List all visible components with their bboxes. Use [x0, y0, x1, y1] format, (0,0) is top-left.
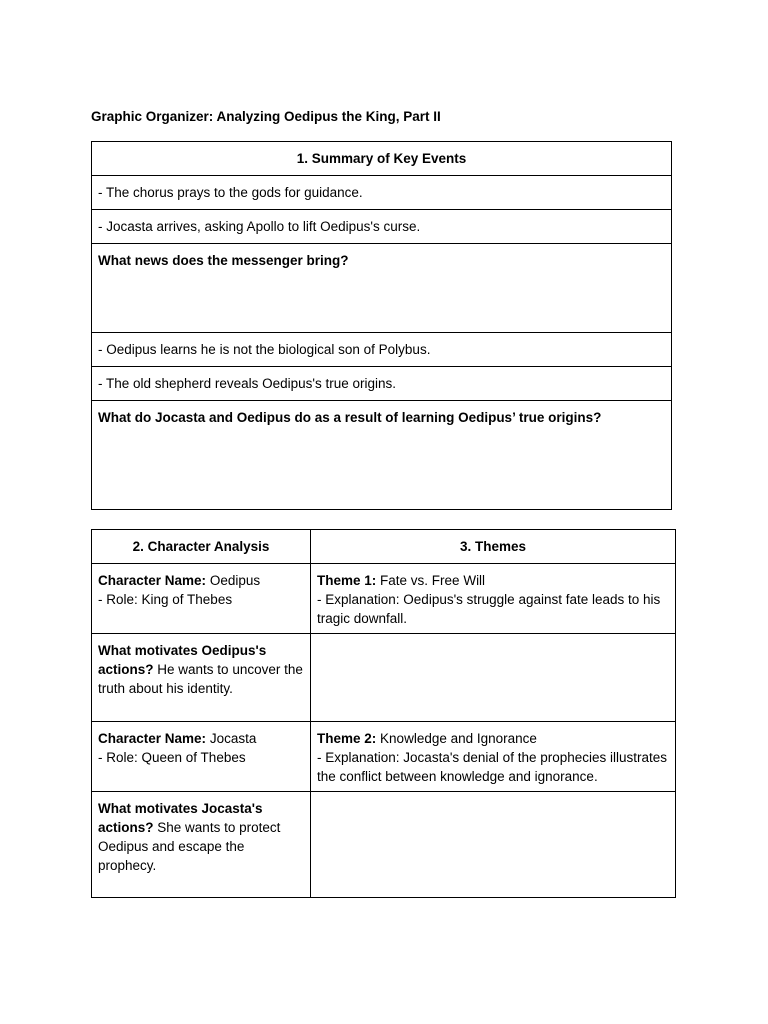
- summary-header: 1. Summary of Key Events: [92, 142, 672, 176]
- motive-cell-jocasta[interactable]: [92, 792, 311, 898]
- motive-cell-oedipus[interactable]: [92, 634, 311, 722]
- character-name-label: Character Name:: [98, 573, 207, 588]
- theme-label: Theme 2:: [317, 731, 377, 746]
- summary-table: [91, 141, 672, 510]
- result-question-cell[interactable]: [92, 401, 672, 510]
- theme-explanation: - Explanation: Oedipus's struggle against fate leads to his tragic downfall.: [317, 592, 661, 626]
- character-name-label: Character Name:: [98, 731, 207, 746]
- analysis-table: [91, 529, 676, 898]
- theme-name: Fate vs. Free Will: [380, 573, 486, 588]
- motive-label: What motivates Jocasta's actions?: [98, 801, 263, 835]
- event-jocasta-arrives[interactable]: - Jocasta arrives, asking Apollo to lift Oedipus's curse.: [92, 210, 672, 244]
- character-role: - Role: Queen of Thebes: [98, 750, 246, 765]
- character-analysis-header: 2. Character Analysis: [92, 530, 311, 564]
- theme-explanation: - Explanation: Jocasta's denial of the prophecies illustrates the conflict between knowledge and ignorance.: [317, 750, 668, 784]
- result-question: What do Jocasta and Oedipus do as a result of learning Oedipus’ true origins?: [98, 410, 602, 425]
- theme-cell-2[interactable]: [311, 722, 676, 792]
- messenger-question: What news does the messenger bring?: [98, 253, 349, 268]
- character-name: Jocasta: [209, 731, 257, 746]
- empty-theme-cell-1[interactable]: [311, 634, 676, 722]
- messenger-question-cell[interactable]: [92, 244, 672, 333]
- event-shepherd-reveals[interactable]: - The old shepherd reveals Oedipus's true origins.: [92, 367, 672, 401]
- event-oedipus-learns[interactable]: - Oedipus learns he is not the biological son of Polybus.: [92, 333, 672, 367]
- character-role: - Role: King of Thebes: [98, 592, 233, 607]
- theme-name: Knowledge and Ignorance: [380, 731, 537, 746]
- character-cell-jocasta[interactable]: [92, 722, 311, 792]
- event-chorus-prays[interactable]: - The chorus prays to the gods for guidance.: [92, 176, 672, 210]
- document-title: Graphic Organizer: Analyzing Oedipus the King, Part II: [91, 109, 441, 124]
- motive-text: She wants to protect Oedipus and escape the prophecy.: [98, 820, 281, 873]
- motive-text: He wants to uncover the truth about his identity.: [98, 662, 303, 696]
- themes-header: 3. Themes: [311, 530, 676, 564]
- theme-label: Theme 1:: [317, 573, 377, 588]
- character-cell-oedipus[interactable]: [92, 564, 311, 634]
- motive-label: What motivates Oedipus's actions?: [98, 643, 267, 677]
- character-name: Oedipus: [209, 573, 261, 588]
- empty-theme-cell-2[interactable]: [311, 792, 676, 898]
- theme-cell-1[interactable]: [311, 564, 676, 634]
